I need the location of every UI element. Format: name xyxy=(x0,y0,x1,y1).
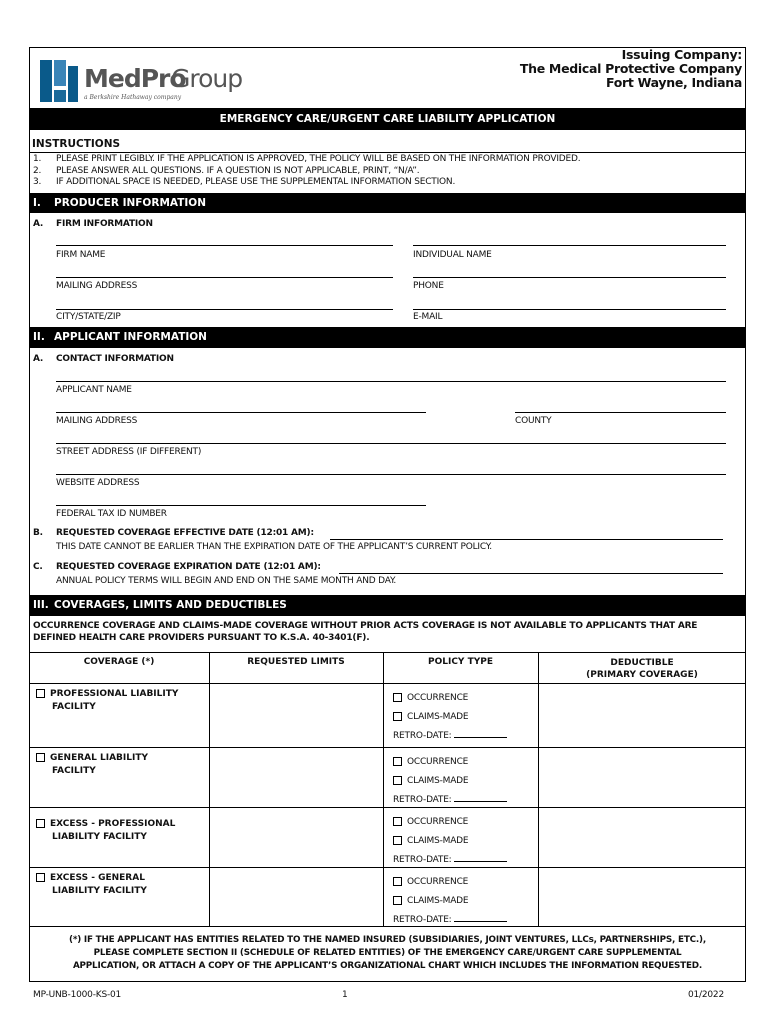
deductible-input-row1[interactable] xyxy=(540,685,744,745)
professional-liability-checkbox[interactable] xyxy=(36,689,45,698)
footnote-line1: (*) IF THE APPLICANT HAS ENTITIES RELATED TO THE NAMED INSURED (SUBSIDIARIES, JOINT VENTURES, LLCs, PARTNERSHIPS, ETC.), xyxy=(69,935,706,945)
limits-input-row3[interactable] xyxy=(211,809,381,865)
coverage-row-general: GENERAL LIABILITY FACILITY xyxy=(36,752,148,778)
street-address-field[interactable] xyxy=(56,428,726,443)
claims-made-checkbox[interactable] xyxy=(393,836,402,845)
notice-line2: DEFINED HEALTH CARE PROVIDERS PURSUANT TO K.S.A. 40-3401(F). xyxy=(33,633,370,643)
section-1-heading: I. PRODUCER INFORMATION xyxy=(29,193,746,213)
form-title xyxy=(29,108,746,130)
instructions-heading: INSTRUCTIONS xyxy=(32,138,121,150)
logo-mark-icon xyxy=(40,60,52,102)
excess-general-checkbox[interactable] xyxy=(36,873,45,882)
city-state-zip-label: CITY/STATE/ZIP xyxy=(56,312,121,322)
applicant-mailing-address-field[interactable] xyxy=(56,397,426,412)
website-label: WEBSITE ADDRESS xyxy=(56,478,140,488)
coverage-notice xyxy=(33,620,697,644)
instruction-item: 3. IF ADDITIONAL SPACE IS NEEDED, PLEASE USE THE SUPPLEMENTAL INFORMATION SECTION. xyxy=(33,177,456,187)
medpro-logo xyxy=(38,60,248,104)
applicant-mailing-address-label: MAILING ADDRESS xyxy=(56,416,138,426)
firm-mailing-address-field[interactable] xyxy=(56,262,393,277)
logo-text-group: Group xyxy=(171,64,243,93)
email-field[interactable] xyxy=(413,294,726,309)
city-state-zip-field[interactable] xyxy=(56,294,393,309)
coverage-row-excess-general: EXCESS - GENERAL LIABILITY FACILITY xyxy=(36,872,147,898)
logo-text-med: MedPro xyxy=(84,64,186,93)
street-address-label: STREET ADDRESS (IF DIFFERENT) xyxy=(56,447,202,457)
deductible-input-row2[interactable] xyxy=(540,749,744,805)
logo-tagline: a Berkshire Hathaway company xyxy=(84,94,182,101)
limits-input-row2[interactable] xyxy=(211,749,381,805)
issuing-company-block xyxy=(520,48,742,90)
expiration-date-field[interactable] xyxy=(339,558,723,573)
county-label: COUNTY xyxy=(515,416,552,426)
section-2-heading: II. APPLICANT INFORMATION xyxy=(29,327,746,348)
occurrence-checkbox[interactable] xyxy=(393,817,402,826)
instructions-list xyxy=(33,154,580,189)
claims-made-checkbox[interactable] xyxy=(393,712,402,721)
federal-tax-id-label: FEDERAL TAX ID NUMBER xyxy=(56,509,167,519)
applicant-name-field[interactable] xyxy=(56,366,726,381)
firm-info-heading: A. FIRM INFORMATION xyxy=(33,219,153,229)
firm-name-field[interactable] xyxy=(56,230,393,245)
retro-date-field[interactable] xyxy=(454,793,507,802)
limits-header: REQUESTED LIMITS xyxy=(247,657,345,667)
issuing-line3: Fort Wayne, Indiana xyxy=(606,75,742,90)
retro-date-field[interactable] xyxy=(454,913,507,922)
claims-made-checkbox[interactable] xyxy=(393,896,402,905)
county-field[interactable] xyxy=(515,397,726,412)
coverage-row-excess-professional: EXCESS - PROFESSIONAL LIABILITY FACILITY xyxy=(36,818,175,844)
retro-date-field[interactable] xyxy=(454,853,507,862)
policy-type-row4: OCCURRENCE CLAIMS-MADE RETRO-DATE: xyxy=(393,873,507,930)
effective-date-note: THIS DATE CANNOT BE EARLIER THAN THE EXPIRATION DATE OF THE APPLICANT’S CURRENT POLICY. xyxy=(56,542,492,552)
individual-name-field[interactable] xyxy=(413,230,726,245)
instruction-item: 2. PLEASE ANSWER ALL QUESTIONS. IF A QUESTION IS NOT APPLICABLE, PRINT, “N/A”. xyxy=(33,165,420,176)
expiration-date-note: ANNUAL POLICY TERMS WILL BEGIN AND END ON THE SAME MONTH AND DAY. xyxy=(56,576,397,586)
individual-name-label: INDIVIDUAL NAME xyxy=(413,250,492,260)
claims-made-checkbox[interactable] xyxy=(393,776,402,785)
deductible-input-row4[interactable] xyxy=(540,869,744,924)
effective-date-label: B. REQUESTED COVERAGE EFFECTIVE DATE (12:01 AM): xyxy=(33,528,314,538)
federal-tax-id-field[interactable] xyxy=(56,490,426,505)
notice-line1: OCCURRENCE COVERAGE AND CLAIMS-MADE COVERAGE WITHOUT PRIOR ACTS COVERAGE IS NOT AVAILABLE TO APPLICANTS THAT ARE xyxy=(33,621,698,631)
policy-type-header: POLICY TYPE xyxy=(428,657,493,667)
general-liability-checkbox[interactable] xyxy=(36,753,45,762)
footnote-line3: APPLICATION, OR ATTACH A COPY OF THE APPLICANT’S ORGANIZATIONAL CHART WHICH INCLUDES THE INFORMATION REQUESTED. xyxy=(72,961,703,971)
deductible-header: DEDUCTIBLE (PRIMARY COVERAGE) xyxy=(586,658,698,680)
related-entities-footnote xyxy=(29,934,746,973)
issuing-line1: Issuing Company: xyxy=(621,47,742,62)
limits-input-row4[interactable] xyxy=(211,869,381,924)
firm-mailing-address-label: MAILING ADDRESS xyxy=(56,281,138,291)
coverage-header: COVERAGE (*) xyxy=(83,657,155,667)
phone-label: PHONE xyxy=(413,281,444,291)
form-date: 01/2022 xyxy=(688,990,724,1000)
issuing-line2: The Medical Protective Company xyxy=(519,61,742,76)
retro-date-field[interactable] xyxy=(454,729,507,738)
limits-input-row1[interactable] xyxy=(211,685,381,745)
excess-professional-checkbox[interactable] xyxy=(36,819,45,828)
email-label: E-MAIL xyxy=(413,312,443,322)
occurrence-checkbox[interactable] xyxy=(393,877,402,886)
occurrence-checkbox[interactable] xyxy=(393,693,402,702)
phone-field[interactable] xyxy=(413,262,726,277)
occurrence-checkbox[interactable] xyxy=(393,757,402,766)
form-number: MP-UNB-1000-KS-01 xyxy=(33,990,122,1000)
effective-date-field[interactable] xyxy=(330,524,723,539)
coverage-table xyxy=(29,652,746,926)
form-title-text: EMERGENCY CARE/URGENT CARE LIABILITY APPLICATION xyxy=(219,113,556,125)
deductible-input-row3[interactable] xyxy=(540,809,744,865)
policy-type-row1: OCCURRENCE CLAIMS-MADE RETRO-DATE: xyxy=(393,689,507,746)
footnote-line2: PLEASE COMPLETE SECTION II (SCHEDULE OF RELATED ENTITIES) OF THE EMERGENCY CARE/URGENT CARE SUPPLEMENTAL xyxy=(93,948,682,958)
page-number: 1 xyxy=(342,990,348,1000)
coverage-row-professional: PROFESSIONAL LIABILITY FACILITY xyxy=(36,688,178,714)
policy-type-row3: OCCURRENCE CLAIMS-MADE RETRO-DATE: xyxy=(393,813,507,870)
expiration-date-label: C. REQUESTED COVERAGE EXPIRATION DATE (12:01 AM): xyxy=(33,562,321,572)
section-3-heading: III. COVERAGES, LIMITS AND DEDUCTIBLES xyxy=(29,595,746,616)
firm-name-label: FIRM NAME xyxy=(56,250,106,260)
applicant-name-label: APPLICANT NAME xyxy=(56,385,132,395)
website-field[interactable] xyxy=(56,459,726,474)
instruction-item: 1. PLEASE PRINT LEGIBLY. IF THE APPLICATION IS APPROVED, THE POLICY WILL BE BASED ON THE INFORMATION PROVIDED. xyxy=(33,154,581,164)
policy-type-row2: OCCURRENCE CLAIMS-MADE RETRO-DATE: xyxy=(393,753,507,810)
contact-info-heading: A. CONTACT INFORMATION xyxy=(33,354,174,364)
